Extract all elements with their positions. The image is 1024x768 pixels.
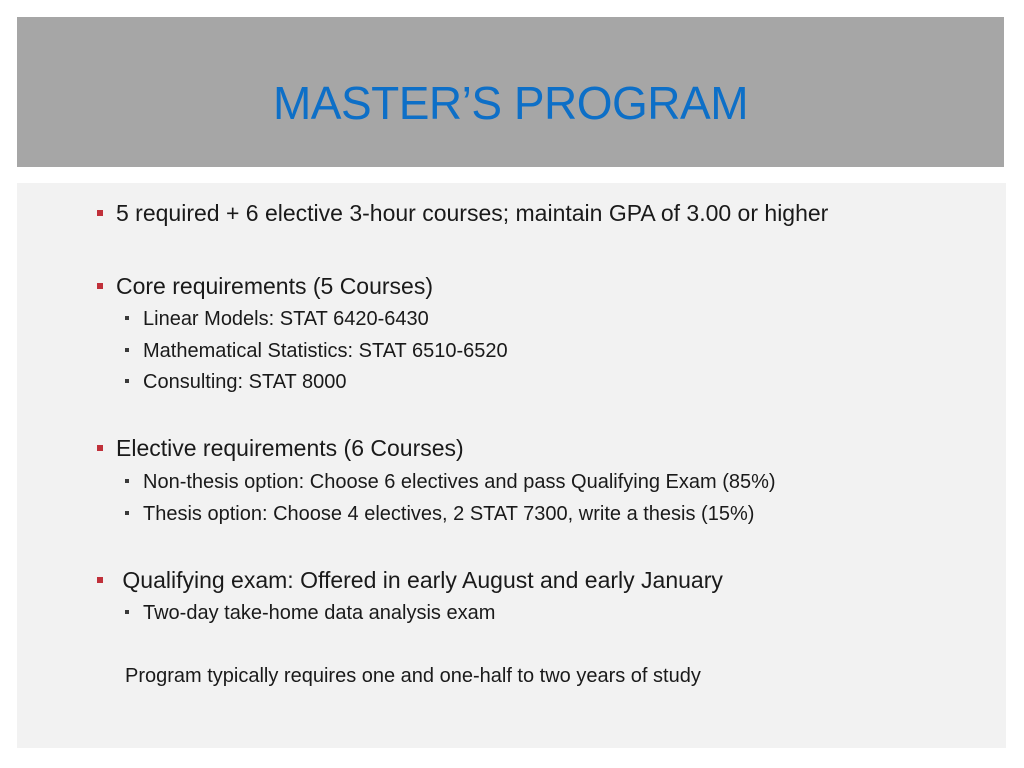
square-bullet-icon [125, 316, 129, 320]
sub-bullet-text: Mathematical Statistics: STAT 6510-6520 [143, 340, 508, 362]
bullet-text: Elective requirements (6 Courses) [116, 435, 464, 461]
sub-bullet-item [125, 369, 346, 395]
square-bullet-icon [125, 379, 129, 383]
bullet-item [97, 198, 828, 228]
bullet-item [97, 565, 723, 595]
sub-bullet-item [125, 306, 429, 332]
square-bullet-icon [97, 210, 103, 216]
sub-bullet-item [125, 469, 776, 495]
bullet-text: Qualifying exam: Offered in early August and early January [116, 567, 723, 593]
sub-bullet-text: Non-thesis option: Choose 6 electives and pass Qualifying Exam (85%) [143, 471, 776, 493]
sub-bullet-item [125, 338, 508, 364]
sub-bullet-item [125, 600, 495, 626]
program-duration-note: Program typically requires one and one-half to two years of study [125, 665, 701, 687]
bullet-item [97, 271, 433, 301]
square-bullet-icon [125, 511, 129, 515]
slide-title: MASTER’S PROGRAM [272, 77, 749, 129]
square-bullet-icon [125, 610, 129, 614]
square-bullet-icon [97, 445, 103, 451]
sub-bullet-text: Thesis option: Choose 4 electives, 2 STAT 7300, write a thesis (15%) [143, 503, 755, 525]
bullet-text: 5 required + 6 elective 3-hour courses; maintain GPA of 3.00 or higher [116, 200, 829, 226]
sub-bullet-text: Linear Models: STAT 6420-6430 [143, 308, 429, 330]
bullet-text: Core requirements (5 Courses) [116, 273, 434, 299]
square-bullet-icon [125, 479, 129, 483]
title-bar [17, 17, 1004, 167]
sub-bullet-item [125, 501, 754, 527]
sub-bullet-text: Consulting: STAT 8000 [143, 371, 347, 393]
square-bullet-icon [97, 283, 103, 289]
square-bullet-icon [97, 577, 103, 583]
square-bullet-icon [125, 348, 129, 352]
bullet-item [97, 433, 464, 463]
sub-bullet-text: Two-day take-home data analysis exam [143, 602, 496, 624]
content-panel [17, 183, 1006, 748]
